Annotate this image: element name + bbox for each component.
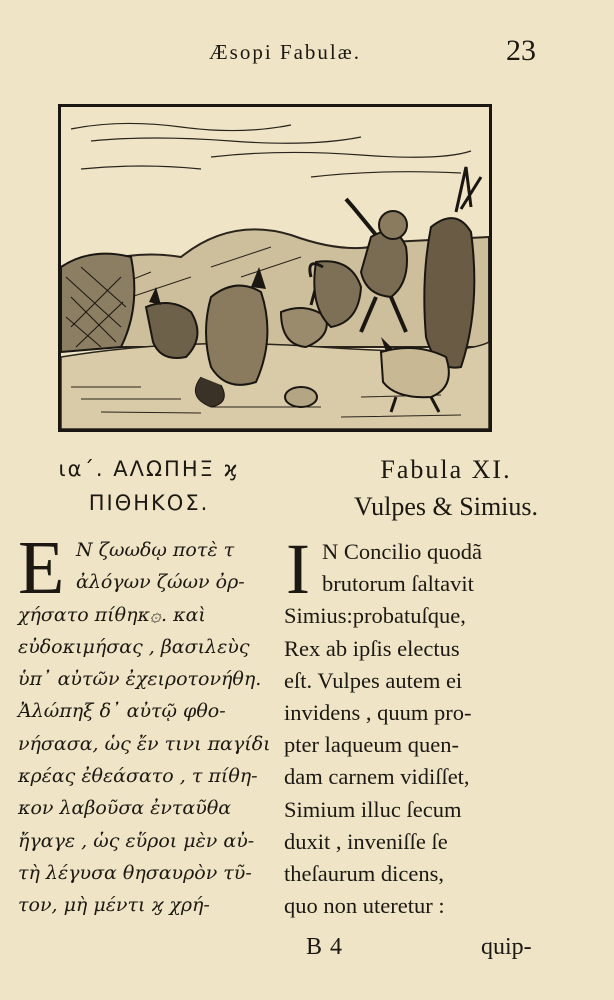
greek-line: εὐδοκιμήσας , βασιλεὺς xyxy=(18,635,250,658)
latin-dropcap: I xyxy=(286,529,310,609)
greek-line: ἀλόγων ζώων ὀρ- xyxy=(76,571,245,594)
greek-line: χήσατο πίθηκ۞. καὶ xyxy=(18,603,206,626)
greek-line: τον, μὴ μέντι ϗ χρή- xyxy=(18,894,210,917)
latin-fable-subtitle: Vulpes & Simius. xyxy=(353,492,539,521)
latin-line: pter laqueum quen- xyxy=(284,732,459,758)
catchword: quip- xyxy=(481,934,532,960)
greek-line: ἤγαγε , ὡς εὕροι μὲν αὐ- xyxy=(18,829,255,852)
latin-fable-title: Fabula XI. xyxy=(380,455,512,484)
latin-line: brutorum ſaltavit xyxy=(322,571,474,597)
latin-line: theſaurum dicens, xyxy=(284,860,444,886)
latin-line: Simius:probatuſque, xyxy=(284,603,466,629)
woodcut-fable-scene xyxy=(61,107,489,429)
latin-line: N Concilio quodã xyxy=(322,539,482,564)
greek-fable-title-line2: ΠΙΘΗΚΟΣ. xyxy=(88,491,210,515)
latin-line: dam carnem vidiſſet, xyxy=(284,764,470,790)
greek-line: Ν ζωωδῳ ποτὲ τ xyxy=(76,539,235,561)
latin-line: Simium illuc ſecum xyxy=(284,796,462,822)
greek-line: τὴ λέγυσα θησαυρὸν τῦ- xyxy=(18,861,252,884)
greek-line: ὑπ᾽ αὐτῶν ἐχειροτονήθη. xyxy=(18,668,262,691)
latin-line: duxit , inveniſſe ſe xyxy=(284,828,448,854)
signature-mark: B 4 xyxy=(306,934,344,960)
running-head: Æsopi Fabulæ. xyxy=(208,40,362,64)
greek-line: κον λαβοῦσα ἐνταῦθα xyxy=(18,797,232,820)
latin-column xyxy=(284,452,608,922)
page-number: 23 xyxy=(506,34,536,67)
latin-text xyxy=(284,529,608,922)
greek-line: Ἀλώπηξ δ᾽ αὐτῷ φθο- xyxy=(18,700,226,723)
greek-column xyxy=(18,452,280,922)
woodcut-illustration xyxy=(58,104,492,432)
latin-line: quo non uteretur : xyxy=(284,893,445,919)
greek-text xyxy=(18,526,280,922)
latin-line: eſt. Vulpes autem ei xyxy=(284,667,463,693)
latin-line: invidens , quum pro- xyxy=(284,699,472,725)
greek-dropcap: E xyxy=(18,526,65,610)
latin-line: Rex ab ipſis electus xyxy=(284,635,460,661)
greek-line: νήσασα, ὡς ἔν τινι παγίδι xyxy=(18,732,271,755)
greek-line: κρέας ἐθεάσατο , τ πίθη- xyxy=(18,765,258,788)
greek-fable-title: ια΄. ΑΛΩΠΗΞ ϗ xyxy=(58,457,240,481)
